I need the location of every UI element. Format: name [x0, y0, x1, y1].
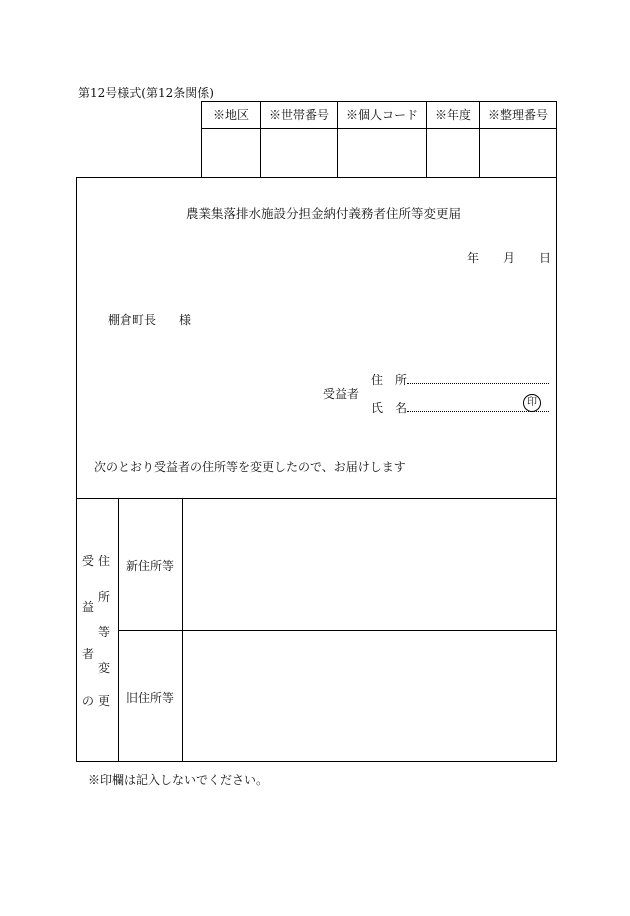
section-divider [76, 498, 557, 499]
new-address-entry[interactable] [184, 500, 555, 629]
header-table-mid [201, 128, 557, 129]
side-label-char: 更 [97, 694, 110, 708]
header-col-household-number: ※世帯番号 [268, 108, 329, 122]
side-label-char: 益 [81, 600, 94, 614]
old-address-label: 旧住所等 [126, 691, 175, 705]
main-frame-right [556, 177, 557, 762]
applicant-label: 受益者 [323, 387, 360, 401]
side-label-char: 等 [97, 625, 110, 639]
applicant-address-field[interactable] [407, 383, 549, 384]
side-label-char: 者 [81, 647, 94, 661]
addressee-honorific: 様 [179, 313, 192, 327]
header-col-fiscal-year: ※年度 [434, 108, 471, 122]
side-label-char: 住 [97, 554, 110, 568]
main-frame-bottom [76, 761, 557, 762]
side-label-char: の [81, 694, 94, 708]
applicant-name-label: 氏 名 [371, 401, 408, 415]
date-month: 月 [503, 251, 516, 265]
old-address-entry[interactable] [184, 632, 555, 760]
footnote: ※印欄は記入しないでください。 [88, 773, 269, 787]
main-frame-top [76, 177, 557, 178]
addressee-name: 棚倉町長 [108, 313, 157, 327]
side-label-char: 受 [81, 554, 94, 568]
document-title: 農業集落排水施設分担金納付義務者住所等変更届 [186, 206, 462, 221]
notice-text: 次のとおり受益者の住所等を変更したので、お届けします [94, 460, 406, 474]
header-table-right [556, 101, 557, 177]
applicant-address-label: 住 所 [371, 373, 408, 387]
header-col-district: ※地区 [212, 108, 249, 122]
side-label-char: 所 [97, 590, 110, 604]
header-col-reference-number: ※整理番号 [487, 108, 548, 122]
header-col-personal-code: ※個人コード [345, 108, 418, 122]
date-day: 日 [539, 251, 552, 265]
main-frame-left [76, 177, 77, 762]
new-address-label: 新住所等 [126, 559, 175, 573]
seal-mark: 印 [523, 394, 541, 412]
change-row-divider [118, 630, 557, 631]
date-year: 年 [467, 251, 480, 265]
side-label-char: 変 [97, 661, 110, 675]
form-label: 第12号様式(第12条関係) [78, 86, 214, 100]
